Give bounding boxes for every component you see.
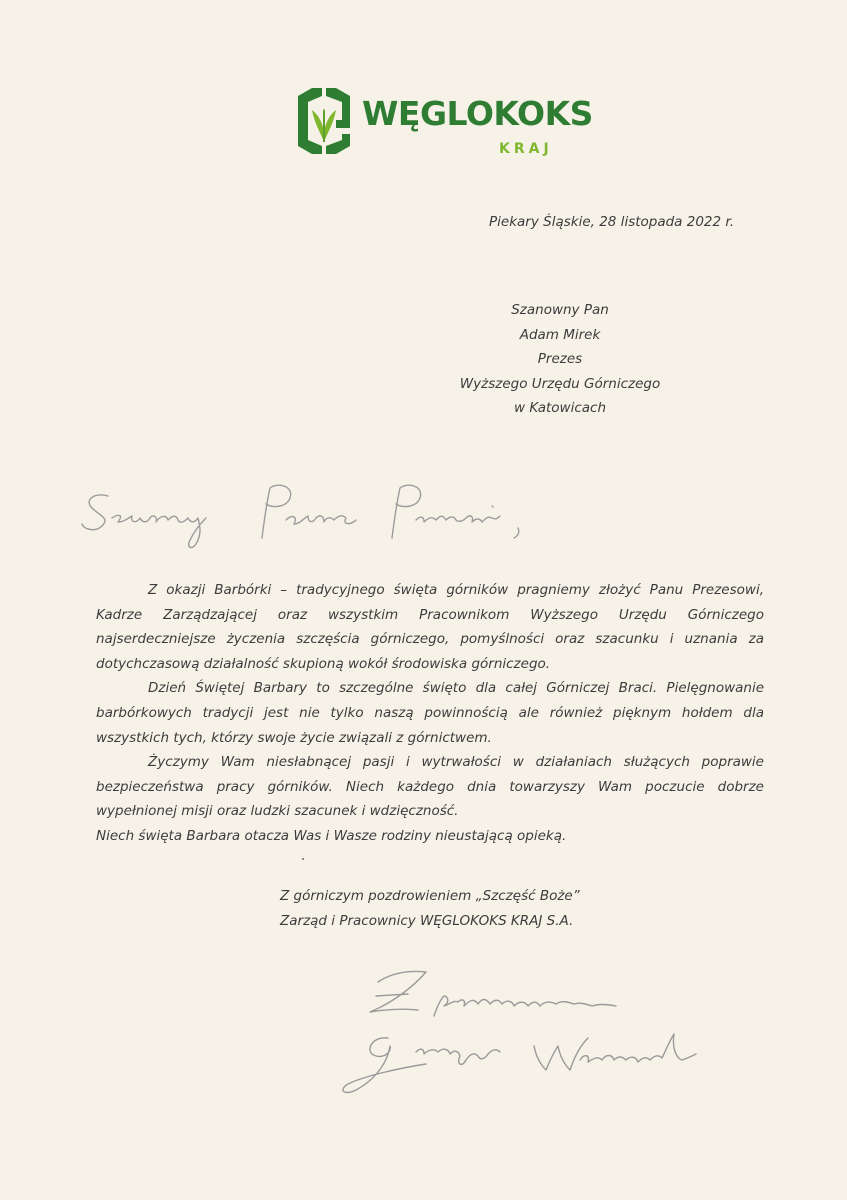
date-line: Piekary Śląskie, 28 listopada 2022 r. (489, 214, 734, 230)
letter-body (96, 578, 764, 849)
recipient-position: Prezes (537, 351, 583, 368)
closing-sender: Zarząd i Pracownicy WĘGLOKOKS KRAJ S.A. (280, 913, 574, 929)
company-logo (292, 82, 593, 162)
body-paragraph: Niech święta Barbara otacza Was i Wasze rodziny nieustającą opieką. (96, 827, 567, 844)
brand-subtitle: KRAJ (499, 141, 553, 157)
body-paragraph: Z okazji Barbórki – tradycyjnego święta górników pragniemy złożyć Panu Prezesowi, Kadrze Zarządzającej oraz wszystkim Pracownikom Wyższego Urzędu Górniczego najserdeczniejsze życzenia szczęścia górniczego, pomyślności oraz szacunku i uznania za dotychczasową działalność skupioną wokół środowiska górniczego. (96, 582, 764, 672)
recipient-line: Szanowny Pan (511, 302, 609, 318)
recipient-block (400, 298, 720, 421)
handwritten-signature (330, 960, 720, 1114)
recipient-name: Adam Mirek (519, 326, 601, 343)
stray-dot (302, 858, 304, 860)
body-paragraph: Dzień Świętej Barbary to szczególne święto dla całej Górniczej Braci. Pielęgnowanie barbórkowych tradycji jest nie tylko naszą powinnością ale również pięknym hołdem dla wszystkich tych, którzy swoje życie związali z górnictwem. (96, 680, 764, 746)
closing-greeting: Z górniczym pozdrowieniem „Szczęść Boże” (280, 888, 580, 904)
handwritten-salutation (80, 478, 550, 562)
closing-block (280, 884, 580, 934)
brand-name: WĘGLOKOKS (362, 94, 593, 133)
weglokoks-leaf-logo-icon (292, 82, 356, 160)
recipient-office: Wyższego Urzędu Górniczego (459, 375, 661, 392)
recipient-city: w Katowicach (514, 400, 606, 417)
body-paragraph: Życzymy Wam niesłabnącej pasji i wytrwałości w działaniach służących poprawie bezpieczeństwa pracy górników. Niech każdego dnia towarzyszy Wam poczucie dobrze wypełnionej misji oraz ludzki szacunek i wdzięczność. (96, 754, 764, 820)
